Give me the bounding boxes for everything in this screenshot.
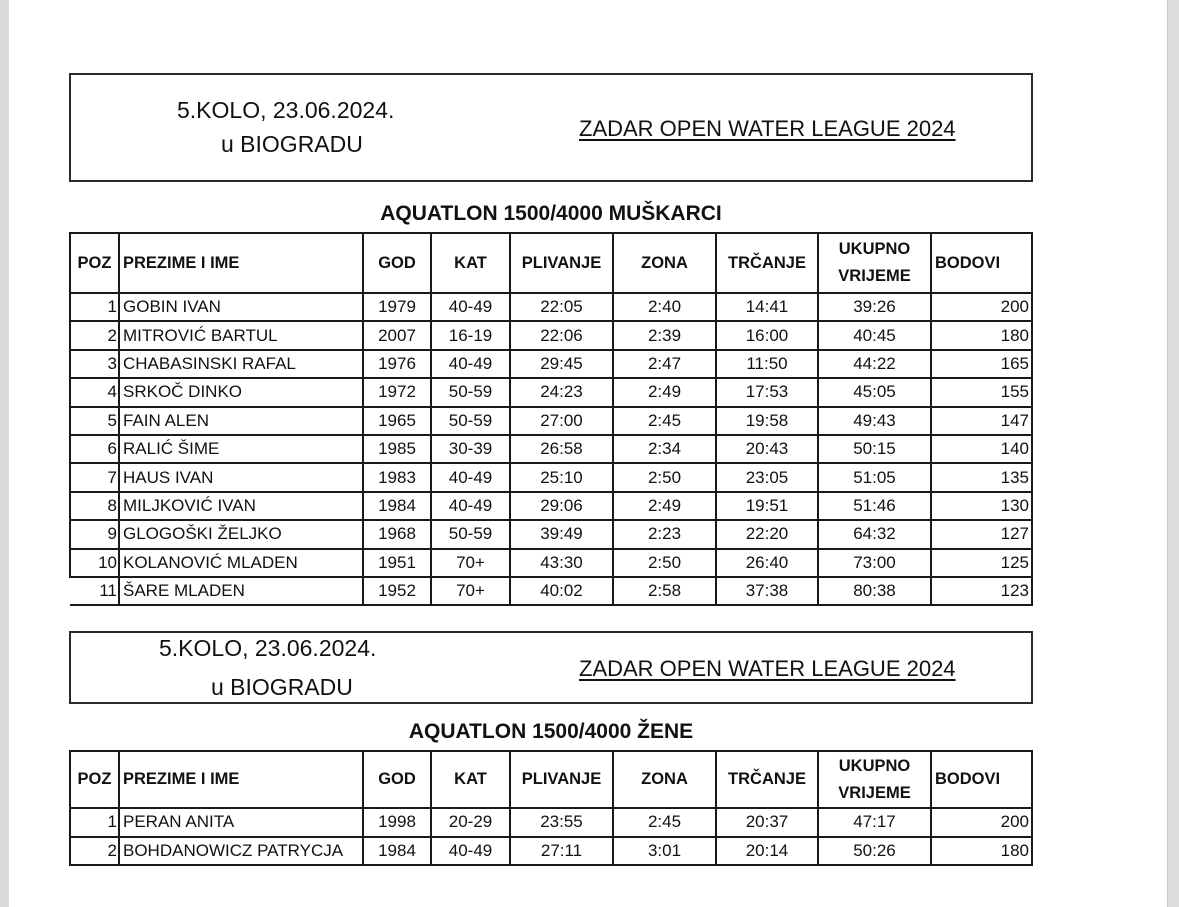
cell-trcanje: 20:14 [716, 837, 818, 866]
league-title: ZADAR OPEN WATER LEAGUE 2024 [579, 656, 956, 681]
page-edge-right [1167, 0, 1179, 907]
cell-zona: 2:58 [613, 577, 716, 605]
cell-plivanje: 24:23 [510, 378, 613, 406]
cell-trcanje: 19:51 [716, 492, 818, 520]
cell-poz: 10 [70, 549, 119, 577]
cell-god: 1952 [363, 577, 431, 605]
race-title-women: AQUATLON 1500/4000 ŽENE [408, 720, 694, 743]
cell-trcanje: 20:43 [716, 435, 818, 463]
cell-ukupno: 73:00 [818, 549, 931, 577]
cell-name: FAIN ALEN [119, 407, 363, 435]
location: u BIOGRADU [211, 674, 353, 700]
cell-name: HAUS IVAN [119, 463, 363, 491]
cell-poz: 2 [70, 837, 119, 866]
cell-bodovi: 127 [931, 520, 1032, 548]
table-row [70, 520, 1032, 548]
cell-zona: 2:45 [613, 808, 716, 837]
cell-zona: 2:45 [613, 407, 716, 435]
table-header-row [70, 233, 1032, 293]
cell-name: MILJKOVIĆ IVAN [119, 492, 363, 520]
col-zona: ZONA [613, 233, 716, 293]
cell-ukupno: 80:38 [818, 577, 931, 605]
col-plivanje: PLIVANJE [510, 751, 613, 808]
cell-plivanje: 26:58 [510, 435, 613, 463]
cell-zona: 2:50 [613, 549, 716, 577]
cell-trcanje: 20:37 [716, 808, 818, 837]
col-poz: POZ [70, 233, 119, 293]
cell-bodovi: 180 [931, 321, 1032, 349]
cell-trcanje: 26:40 [716, 549, 818, 577]
cell-plivanje: 27:00 [510, 407, 613, 435]
event-header-box [69, 631, 1033, 704]
cell-ukupno: 45:05 [818, 378, 931, 406]
cell-plivanje: 22:06 [510, 321, 613, 349]
cell-poz: 8 [70, 492, 119, 520]
table-row [70, 837, 1032, 866]
cell-god: 2007 [363, 321, 431, 349]
col-ukupno-line1: UKUPNO [838, 240, 911, 258]
cell-zona: 3:01 [613, 837, 716, 866]
cell-ukupno: 47:17 [818, 808, 931, 837]
table-row [70, 378, 1032, 406]
cell-kat: 20-29 [431, 808, 510, 837]
round-date: 5.KOLO, 23.06.2024. [177, 97, 395, 123]
cell-ukupno: 51:46 [818, 492, 931, 520]
cell-plivanje: 29:45 [510, 350, 613, 378]
cell-poz: 4 [70, 378, 119, 406]
cell-trcanje: 16:00 [716, 321, 818, 349]
cell-kat: 50-59 [431, 520, 510, 548]
cell-name: ŠARE MLADEN [119, 577, 363, 605]
cell-plivanje: 43:30 [510, 549, 613, 577]
cell-bodovi: 147 [931, 407, 1032, 435]
col-ukupno-line1: UKUPNO [838, 756, 911, 775]
col-ukupno-vrijeme [818, 233, 931, 293]
cell-kat: 50-59 [431, 378, 510, 406]
cell-zona: 2:50 [613, 463, 716, 491]
table-row [70, 492, 1032, 520]
cell-zona: 2:40 [613, 293, 716, 321]
table-row [70, 321, 1032, 349]
cell-name: CHABASINSKI RAFAL [119, 350, 363, 378]
table-row [70, 407, 1032, 435]
cell-plivanje: 29:06 [510, 492, 613, 520]
cell-ukupno: 64:32 [818, 520, 931, 548]
cell-poz: 7 [70, 463, 119, 491]
results-table-men [69, 232, 1033, 606]
table-row [70, 293, 1032, 321]
cell-bodovi: 125 [931, 549, 1032, 577]
cell-trcanje: 11:50 [716, 350, 818, 378]
cell-trcanje: 14:41 [716, 293, 818, 321]
cell-kat: 50-59 [431, 407, 510, 435]
cell-name: RALIĆ ŠIME [119, 435, 363, 463]
cell-name: GOBIN IVAN [119, 293, 363, 321]
cell-kat: 16-19 [431, 321, 510, 349]
cell-bodovi: 155 [931, 378, 1032, 406]
cell-poz: 3 [70, 350, 119, 378]
col-trcanje: TRČANJE [716, 233, 818, 293]
cell-ukupno: 49:43 [818, 407, 931, 435]
cell-bodovi: 130 [931, 492, 1032, 520]
cell-zona: 2:23 [613, 520, 716, 548]
cell-kat: 40-49 [431, 837, 510, 866]
cell-zona: 2:49 [613, 378, 716, 406]
col-god: GOD [363, 751, 431, 808]
col-ukupno-line2: VRIJEME [838, 783, 911, 802]
cell-god: 1979 [363, 293, 431, 321]
table-header-row [70, 751, 1032, 808]
cell-poz: 5 [70, 407, 119, 435]
cell-ukupno: 51:05 [818, 463, 931, 491]
cell-poz: 6 [70, 435, 119, 463]
cell-ukupno: 44:22 [818, 350, 931, 378]
col-kat: KAT [431, 233, 510, 293]
cell-kat: 40-49 [431, 492, 510, 520]
cell-god: 1983 [363, 463, 431, 491]
cell-god: 1965 [363, 407, 431, 435]
table-row [70, 577, 1032, 605]
cell-poz: 9 [70, 520, 119, 548]
col-name: PREZIME I IME [119, 233, 363, 293]
cell-trcanje: 37:38 [716, 577, 818, 605]
cell-ukupno: 40:45 [818, 321, 931, 349]
round-date: 5.KOLO, 23.06.2024. [159, 635, 377, 661]
cell-plivanje: 27:11 [510, 837, 613, 866]
table-row [70, 350, 1032, 378]
cell-poz: 2 [70, 321, 119, 349]
cell-god: 1972 [363, 378, 431, 406]
cell-name: BOHDANOWICZ PATRYCJA [119, 837, 363, 866]
cell-plivanje: 25:10 [510, 463, 613, 491]
col-god: GOD [363, 233, 431, 293]
cell-god: 1998 [363, 808, 431, 837]
race-title-men: AQUATLON 1500/4000 MUŠKARCI [380, 202, 722, 225]
cell-poz: 1 [70, 808, 119, 837]
cell-kat: 40-49 [431, 293, 510, 321]
cell-bodovi: 180 [931, 837, 1032, 866]
col-bodovi: BODOVI [931, 233, 1032, 293]
cell-poz: 1 [70, 293, 119, 321]
table-row [70, 808, 1032, 837]
event-header-box [69, 73, 1033, 182]
cell-kat: 70+ [431, 549, 510, 577]
cell-god: 1985 [363, 435, 431, 463]
cell-plivanje: 40:02 [510, 577, 613, 605]
col-bodovi: BODOVI [931, 751, 1032, 808]
cell-plivanje: 23:55 [510, 808, 613, 837]
cell-bodovi: 200 [931, 808, 1032, 837]
cell-bodovi: 165 [931, 350, 1032, 378]
col-plivanje: PLIVANJE [510, 233, 613, 293]
cell-god: 1984 [363, 492, 431, 520]
cell-trcanje: 17:53 [716, 378, 818, 406]
col-zona: ZONA [613, 751, 716, 808]
results-table-women [69, 750, 1033, 866]
cell-name: SRKOČ DINKO [119, 378, 363, 406]
cell-ukupno: 50:26 [818, 837, 931, 866]
cell-kat: 30-39 [431, 435, 510, 463]
col-ukupno-line2: VRIJEME [838, 267, 911, 285]
cell-trcanje: 22:20 [716, 520, 818, 548]
table-row [70, 549, 1032, 577]
cell-bodovi: 140 [931, 435, 1032, 463]
cell-kat: 40-49 [431, 350, 510, 378]
league-title: ZADAR OPEN WATER LEAGUE 2024 [579, 116, 956, 141]
cell-name: KOLANOVIĆ MLADEN [119, 549, 363, 577]
cell-zona: 2:47 [613, 350, 716, 378]
cell-trcanje: 23:05 [716, 463, 818, 491]
table-row [70, 435, 1032, 463]
col-kat: KAT [431, 751, 510, 808]
cell-god: 1984 [363, 837, 431, 866]
cell-poz: 11 [70, 577, 119, 605]
cell-ukupno: 50:15 [818, 435, 931, 463]
cell-bodovi: 135 [931, 463, 1032, 491]
cell-name: PERAN ANITA [119, 808, 363, 837]
cell-bodovi: 200 [931, 293, 1032, 321]
col-trcanje: TRČANJE [716, 751, 818, 808]
col-ukupno-vrijeme [818, 751, 931, 808]
cell-plivanje: 22:05 [510, 293, 613, 321]
cell-kat: 70+ [431, 577, 510, 605]
cell-god: 1951 [363, 549, 431, 577]
cell-god: 1968 [363, 520, 431, 548]
location: u BIOGRADU [221, 131, 363, 157]
cell-zona: 2:49 [613, 492, 716, 520]
cell-name: GLOGOŠKI ŽELJKO [119, 520, 363, 548]
cell-god: 1976 [363, 350, 431, 378]
page-edge-left [0, 0, 9, 907]
cell-bodovi: 123 [931, 577, 1032, 605]
cell-zona: 2:39 [613, 321, 716, 349]
cell-kat: 40-49 [431, 463, 510, 491]
cell-ukupno: 39:26 [818, 293, 931, 321]
table-row [70, 463, 1032, 491]
cell-zona: 2:34 [613, 435, 716, 463]
cell-trcanje: 19:58 [716, 407, 818, 435]
col-poz: POZ [70, 751, 119, 808]
col-name: PREZIME I IME [119, 751, 363, 808]
cell-plivanje: 39:49 [510, 520, 613, 548]
cell-name: MITROVIĆ BARTUL [119, 321, 363, 349]
